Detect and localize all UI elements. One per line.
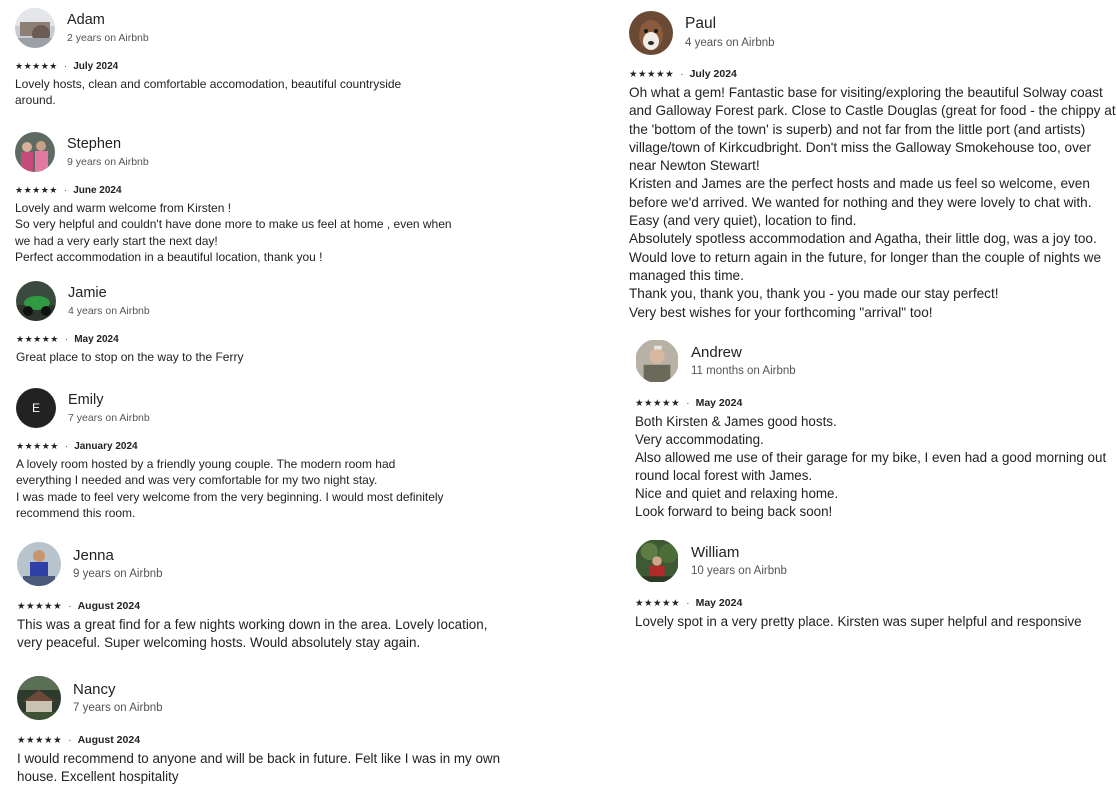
review-header	[15, 132, 452, 172]
review-header	[16, 281, 243, 321]
separator: ·	[63, 185, 68, 196]
avatar[interactable]	[15, 8, 55, 48]
reviewer-name[interactable]: Nancy	[73, 680, 116, 698]
review-date: May 2024	[74, 334, 119, 345]
separator: ·	[68, 600, 72, 612]
reviewer-tenure: 7 years on Airbnb	[68, 411, 150, 424]
reviewer-tenure: 4 years on Airbnb	[68, 304, 150, 317]
star-rating: ★★★★★	[15, 61, 58, 71]
review-date: May 2024	[695, 597, 743, 609]
separator: ·	[64, 441, 69, 452]
review-header	[635, 539, 1082, 583]
star-rating: ★★★★★	[16, 334, 59, 344]
reviewer-name[interactable]: Stephen	[67, 135, 122, 152]
reviewer-tenure: 4 years on Airbnb	[685, 36, 775, 49]
reviewer-name[interactable]: Jenna	[73, 546, 114, 564]
review-meta	[629, 68, 1116, 80]
review-date: August 2024	[77, 600, 141, 612]
reviewer-tenure: 2 years on Airbnb	[67, 31, 149, 44]
review-meta	[16, 334, 243, 345]
star-rating: ★★★★★	[17, 600, 63, 612]
reviewer-name[interactable]: Emily	[68, 391, 104, 408]
separator: ·	[680, 68, 684, 80]
reviewer-tenure: 9 years on Airbnb	[73, 567, 163, 580]
profile-photo-icon	[15, 132, 55, 172]
reviewer-tenure: 9 years on Airbnb	[67, 155, 149, 168]
star-rating: ★★★★★	[17, 734, 63, 746]
avatar[interactable]	[16, 281, 56, 321]
avatar[interactable]	[17, 676, 61, 720]
avatar-initial[interactable]	[16, 388, 56, 428]
review-date: June 2024	[73, 185, 122, 196]
star-rating: ★★★★★	[16, 441, 59, 451]
separator: ·	[686, 597, 690, 609]
review-emily	[16, 388, 444, 521]
profile-photo-icon	[636, 540, 678, 582]
review-paul	[629, 11, 1116, 322]
review-stephen	[15, 132, 452, 265]
profile-photo-icon	[15, 8, 55, 48]
avatar[interactable]	[15, 132, 55, 172]
star-rating: ★★★★★	[15, 185, 58, 195]
review-date: May 2024	[695, 397, 743, 409]
star-rating: ★★★★★	[629, 68, 675, 80]
review-header	[15, 8, 401, 48]
review-jenna	[17, 542, 487, 652]
profile-photo-icon	[17, 676, 61, 720]
review-text: I would recommend to anyone and will be back in future. Felt like I was in my own house. Excellent hospitality	[17, 751, 501, 784]
review-text: Lovely and warm welcome from Kirsten ! So very helpful and couldn't have done more to make us feel at home , even when we had a very early start the next day! Perfect accommodation in a beautiful location, thank you !	[15, 201, 452, 264]
review-william	[635, 539, 1082, 631]
review-andrew	[635, 339, 1106, 521]
review-date: January 2024	[74, 441, 138, 452]
avatar[interactable]	[635, 539, 679, 583]
review-date: July 2024	[73, 61, 119, 72]
avatar[interactable]	[17, 542, 61, 586]
review-text: Lovely hosts, clean and comfortable accomodation, beautiful countryside around.	[15, 77, 402, 108]
reviewer-name[interactable]: William	[691, 543, 740, 561]
review-header	[17, 676, 500, 720]
separator: ·	[63, 61, 68, 72]
reviewer-name[interactable]: Jamie	[68, 284, 107, 301]
review-meta	[635, 397, 1106, 409]
review-meta	[635, 597, 1082, 609]
review-meta	[15, 185, 452, 196]
profile-photo-icon	[16, 281, 56, 321]
avatar[interactable]	[635, 339, 679, 383]
reviewer-name[interactable]: Andrew	[691, 343, 742, 361]
review-text: A lovely room hosted by a friendly young couple. The modern room had everything I needed and was very comfortable for my two night stay. I was made to feel very welcome from the very beginning. I would most definitely recommend this room.	[16, 457, 444, 520]
review-meta	[15, 61, 401, 72]
review-date: August 2024	[77, 734, 141, 746]
review-text: Oh what a gem! Fantastic base for visiting/exploring the beautiful Solway coast and Galloway Forest park. Close to Castle Douglas (great for food - the chippy at the 'bottom of the town' is superb) and not far from the little port (and artists) village/town of Kirkcudbright. Don't miss the Galloway Smokehouse too, over near Newton Stewart! Kristen and James are the perfect hosts and made us feel so welcome, even before we'd arrived. We wanted for nothing and they were lovely to chat with. Easy (and very quiet), location to find. Absolutely spotless accommodation and Agatha, their little dog, was a joy too. Would love to return again in the future, for longer than the couple of nights we managed this time. Thank you, thank you, thank you - you made our stay perfect! Very best wishes for your forthcoming "arrival" too!	[629, 85, 1116, 320]
reviewer-name[interactable]: Adam	[67, 11, 105, 28]
review-text: Both Kirsten & James good hosts. Very accommodating. Also allowed me use of their garage for my bike, I even had a good morning out round local forest with James. Nice and quiet and relaxing home. Look forward to being back soon!	[635, 414, 1107, 519]
review-text: Lovely spot in a very pretty place. Kirsten was super helpful and responsive	[635, 614, 1082, 629]
profile-photo-icon	[629, 11, 673, 55]
profile-photo-icon	[17, 542, 61, 586]
review-text: Great place to stop on the way to the Ferry	[16, 350, 244, 364]
review-nancy	[17, 676, 500, 786]
review-header	[635, 339, 1106, 383]
review-meta	[16, 441, 444, 452]
review-adam	[15, 8, 401, 109]
star-rating: ★★★★★	[635, 597, 681, 609]
review-meta	[17, 734, 500, 746]
review-date: July 2024	[689, 68, 737, 80]
avatar[interactable]	[629, 11, 673, 55]
review-jamie	[16, 281, 243, 365]
separator: ·	[68, 734, 72, 746]
review-header	[629, 11, 1116, 55]
review-header	[16, 388, 444, 428]
review-meta	[17, 600, 487, 612]
reviewer-name[interactable]: Paul	[685, 15, 717, 33]
reviewer-tenure: 11 months on Airbnb	[691, 364, 796, 377]
reviewer-tenure: 10 years on Airbnb	[691, 564, 787, 577]
separator: ·	[686, 397, 690, 409]
profile-photo-icon	[636, 340, 678, 382]
separator: ·	[64, 334, 69, 345]
review-header	[17, 542, 487, 586]
avatar-initial-letter: E	[31, 401, 40, 415]
star-rating: ★★★★★	[635, 397, 681, 409]
review-text: This was a great find for a few nights working down in the area. Lovely location, very peaceful. Super welcoming hosts. Would absolutely stay again.	[17, 617, 488, 650]
reviewer-tenure: 7 years on Airbnb	[73, 701, 163, 714]
